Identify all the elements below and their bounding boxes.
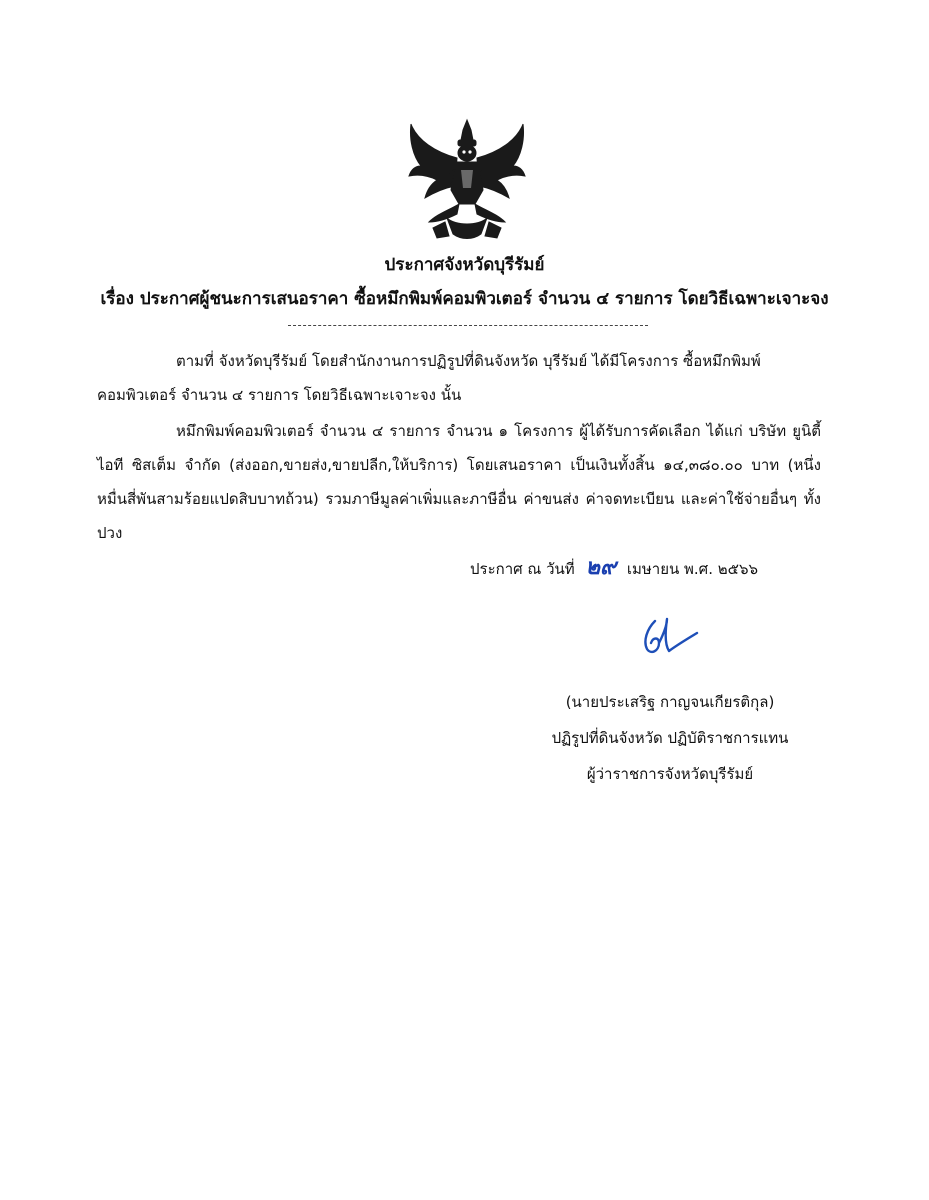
- signatory-on-behalf: ผู้ว่าราชการจังหวัดบุรีรัมย์: [586, 765, 754, 783]
- announce-date-prefix: ประกาศ ณ วันที่: [470, 560, 575, 578]
- signatory-name: (นายประเสริฐ กาญจนเกียรติกุล): [565, 693, 775, 711]
- garuda-emblem: [405, 118, 529, 244]
- document-title: ประกาศจังหวัดบุรีรัมย์: [384, 255, 545, 275]
- paragraph-background: ตามที่ จังหวัดบุรีรัมย์ โดยสำนักงานการปฏิรูปที่ดินจังหวัด บุรีรัมย์ ได้มีโครงการ ซื้อหมึกพิมพ์คอมพิวเตอร์ จำนวน ๔ รายการ โดยวิธีเฉพาะเจาะจง นั้น: [97, 352, 761, 404]
- paragraph-winner: หมึกพิมพ์คอมพิวเตอร์ จำนวน ๔ รายการ จำนวน ๑ โครงการ ผู้ได้รับการคัดเลือก ได้แก่ บริษัท ยูนิตี้ ไอที ซิสเต็ม จำกัด (ส่งออก,ขายส่ง,ขายปลีก,ให้บริการ) โดยเสนอราคา เป็นเงินทั้งสิ้น ๑๔,๓๘๐.๐๐ บาท (หนึ่งหมื่นสี่พันสามร้อยแปดสิบบาทถ้วน) รวมภาษีมูลค่าเพิ่มและภาษีอื่น ค่าขนส่ง ค่าจดทะเบียน และค่าใช้จ่ายอื่นๆ ทั้งปวง: [97, 422, 821, 542]
- announce-date-day: ๒๙: [585, 555, 617, 580]
- divider: [288, 325, 648, 326]
- announce-date: [470, 549, 758, 584]
- document-subject: เรื่อง ประกาศผู้ชนะการเสนอราคา ซื้อหมึกพิมพ์คอมพิวเตอร์ จำนวน ๔ รายการ โดยวิธีเฉพาะเจาะจง: [100, 289, 829, 309]
- signatory-position: ปฏิรูปที่ดินจังหวัด ปฏิบัติราชการแทน: [551, 729, 789, 747]
- announce-date-month-year: เมษายน พ.ศ. ๒๕๖๖: [626, 560, 759, 578]
- handwritten-signature: [633, 615, 703, 665]
